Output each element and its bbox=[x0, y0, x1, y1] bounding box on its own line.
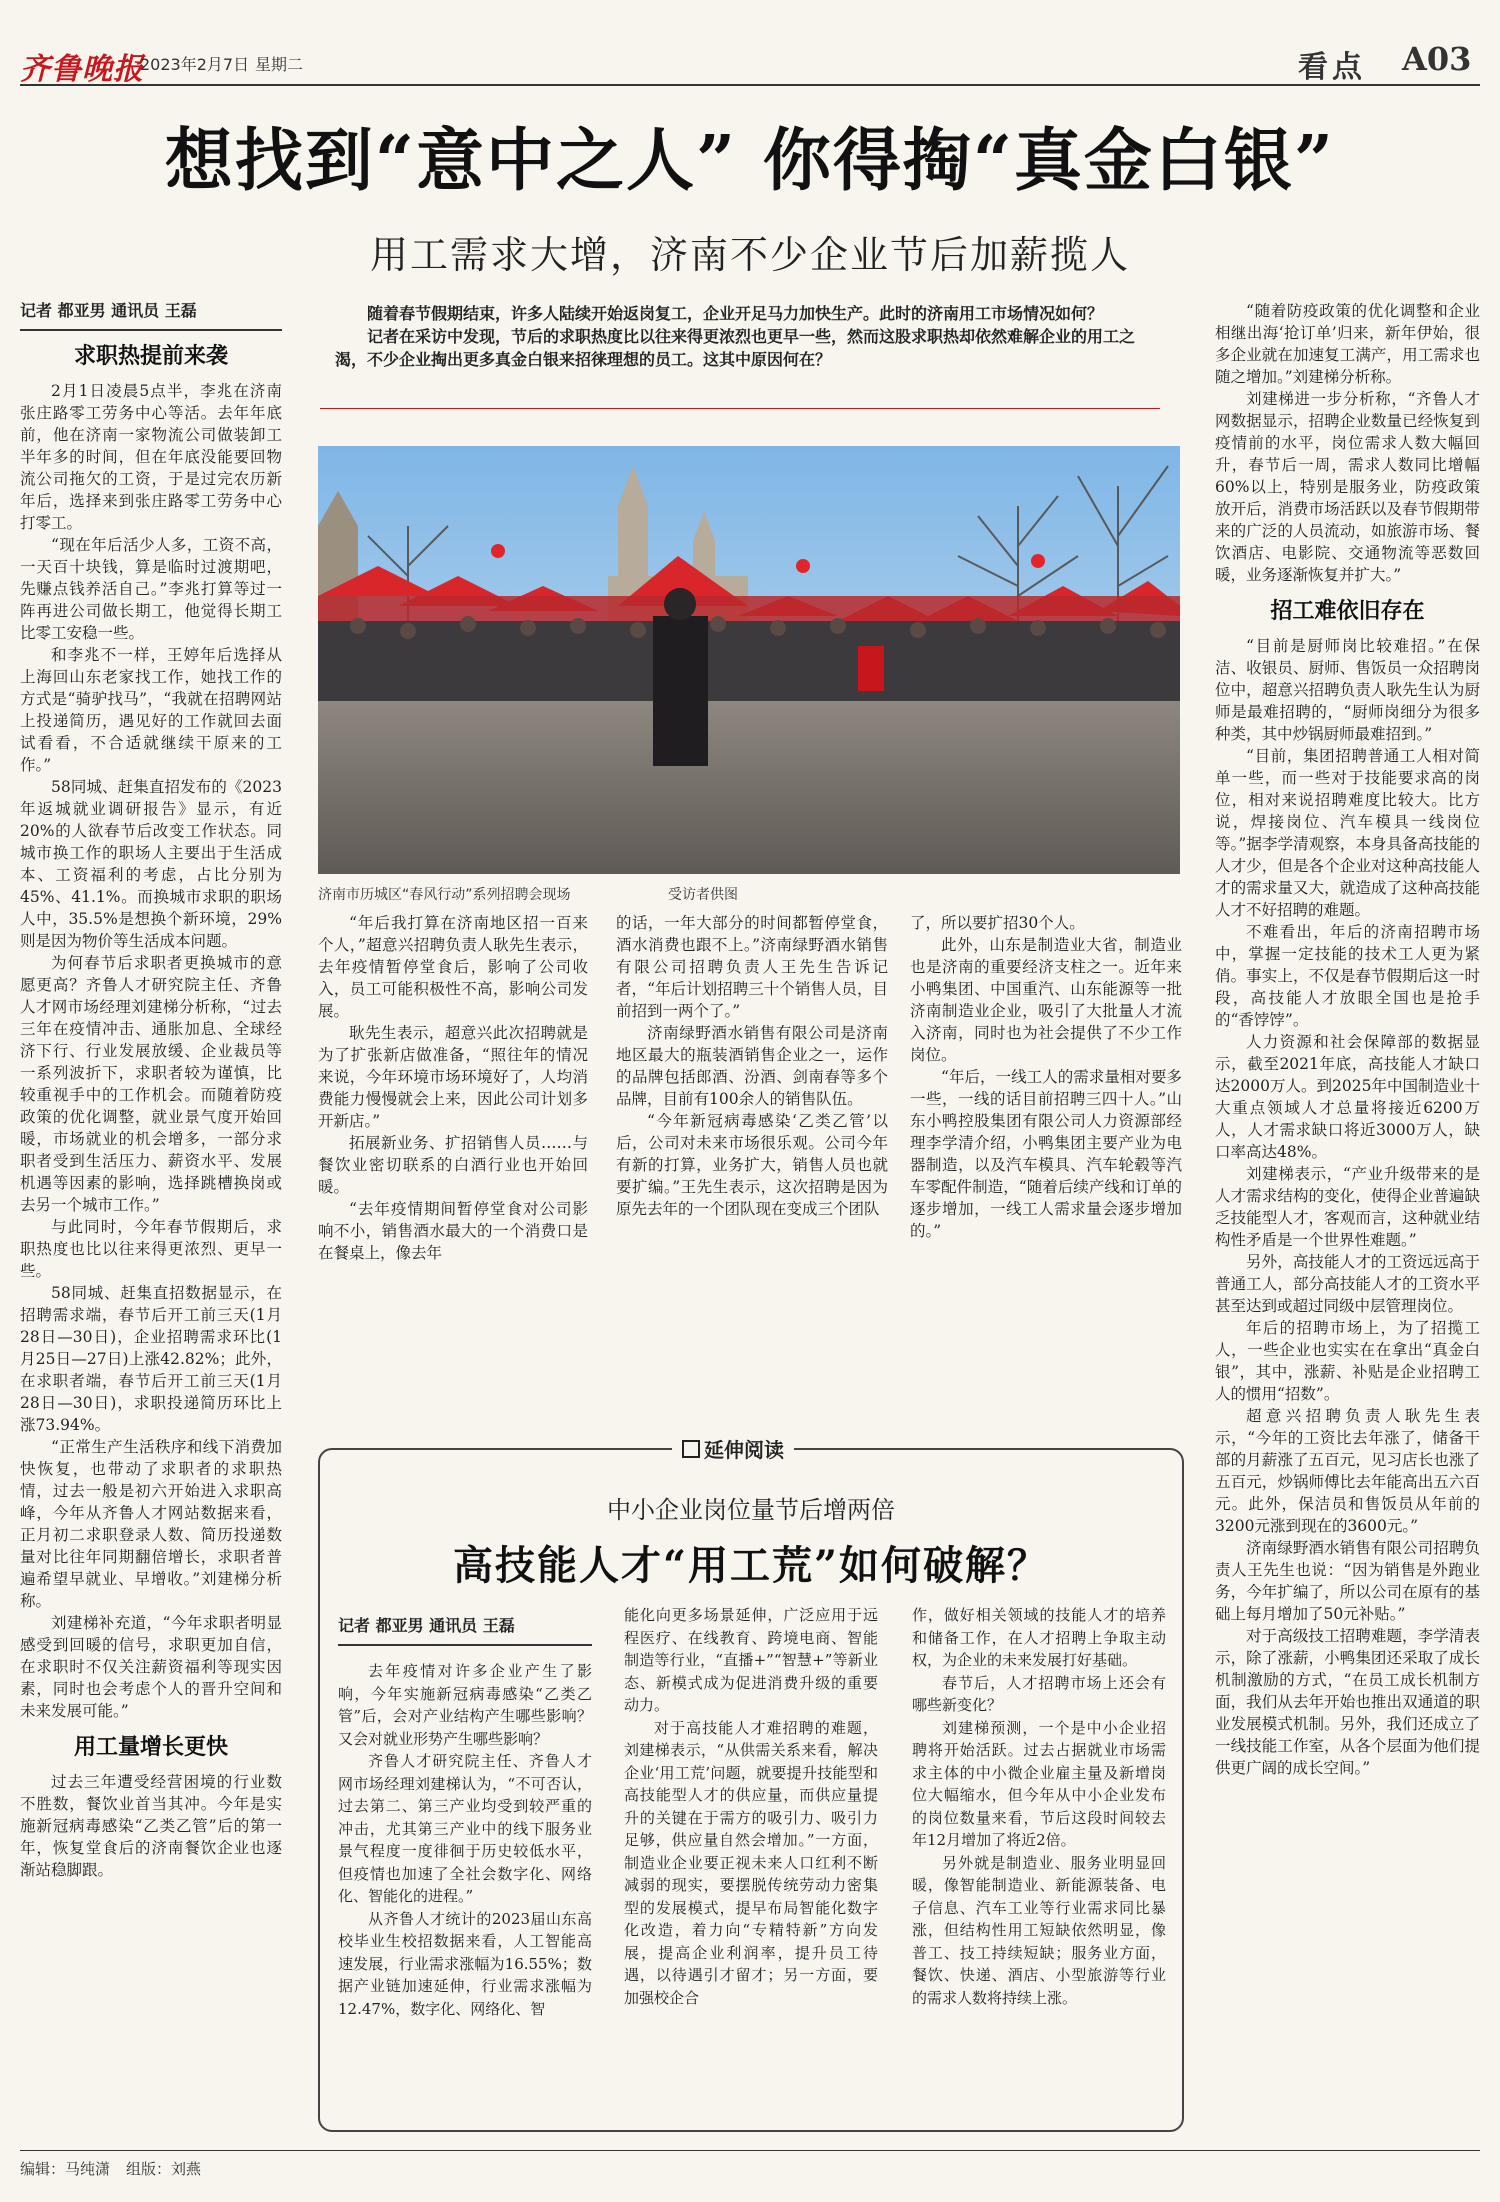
box-kicker: 中小企业岗位量节后增两倍 bbox=[607, 1496, 895, 1524]
tag-label: 延伸阅读 bbox=[704, 1438, 784, 1462]
paragraph: 耿先生表示，超意兴此次招聘就是为了扩张新店做准备，“照往年的情况来说，今年环境市场环境好了，人均消费能力慢慢就会上来，因此公司计划多开新店。” bbox=[318, 1024, 588, 1130]
paragraph: 58同城、赶集直招发布的《2023年返城就业调研报告》显示，有近20%的人欲春节后改变工作状态。同城市换工作的职场人主要出于生活成本、工资福利的考虑，占比分别为45%、41.1%。而换城市求职的职场人中，35.5%是想换个新环境，29%则是因为物价等生活成本问题。 bbox=[20, 777, 282, 950]
paragraph: 与此同时，今年春节假期后，求职热度也比以往来得更浓烈、更早一些。 bbox=[20, 1217, 282, 1280]
paragraph: 对于高级技工招聘难题，李学清表示，除了涨薪，小鸭集团还采取了成长机制激励的方式，“在员工成长机制方面，我们从去年开始也推出双通道的职业发展模式机制。另外，我们还成立了一线技能工作室，从各个层面为他们提供更广阔的成长空间。” bbox=[1215, 1627, 1480, 1778]
paragraph: 另外就是制造业、服务业明显回暖，像智能制造业、新能源装备、电子信息、汽车工业等行业需求同比暴涨，但结构性用工短缺依然明显，像普工、技工持续短缺；服务业方面，餐饮、快递、酒店、小型旅游等行业的需求人数将持续上涨。 bbox=[912, 1853, 1166, 2007]
paragraph: 能化向更多场景延伸，广泛应用于远程医疗、在线教育、跨境电商、智能制造等行业，“直播+”“智慧+”等新业态、新模式成为促进消费升级的重要动力。 bbox=[624, 1606, 878, 1714]
newspaper-logo: 齐鲁晚报 bbox=[20, 52, 144, 87]
box-byline: 记者 都亚男 通讯员 王磊 bbox=[338, 1614, 592, 1646]
lead-paragraph: 随着春节假期结束，许多人陆续开始返岗复工，企业开足马力加快生产。此时的济南用工市场情况如何？ bbox=[367, 304, 1104, 323]
column-4 bbox=[910, 912, 1182, 1242]
paragraph: 人力资源和社会保障部的数据显示，截至2021年底，高技能人才缺口达2000万人。到2025年中国制造业十大重点领域人才总量将接近6200万人，人才需求缺口将近3000万人，缺口率高达48%。 bbox=[1215, 1033, 1480, 1162]
paragraph: 刘建梯表示，“产业升级带来的是人才需求结构的变化，使得企业普遍缺乏技能型人才，客观而言，这种就业结构性矛盾是一个世界性难题。” bbox=[1215, 1165, 1480, 1250]
footer-editor: 编辑：马纯潇 bbox=[20, 2160, 111, 2178]
paragraph: 去年疫情对许多企业产生了影响，今年实施新冠病毒感染“乙类乙管”后，会对产业结构产生哪些影响？又会对就业形势产生哪些影响？ bbox=[338, 1662, 592, 1748]
paragraph: 对于高技能人才难招聘的难题，刘建梯表示，“从供需关系来看，解决企业‘用工荒’问题，就要提升技能型和高技能型人才的供应量，而供应量提升的关键在于需方的吸引力、吸引力足够，供应量自然会增加。”一方面，制造业企业要正视未来人口红利不断减弱的现实，要摆脱传统劳动力密集型的发展模式，提早布局智能化数字化改造，着力向“专精特新”方向发展，提高企业利润率，提升员工待遇，以待遇引才留才；另一方面，要加强校企合 bbox=[624, 1718, 878, 2007]
box-title: 高技能人才“用工荒”如何破解？ bbox=[452, 1542, 1049, 1589]
column-2 bbox=[318, 912, 588, 1264]
paragraph: 2月1日凌晨5点半，李兆在济南张庄路零工劳务中心等活。去年年底前，他在济南一家物流公司做装卸工半年多的时间，但在年底没能要回物流公司拖欠的工资，于是过完农历新年后，选择来到张庄路零工劳务中心打零工。 bbox=[20, 381, 282, 532]
footer-designer: 组版：刘燕 bbox=[126, 2160, 202, 2178]
paragraph: 作，做好相关领域的技能人才的培养和储备工作，在人才招聘上争取主动权，为企业的未来发展打好基础。 bbox=[912, 1606, 1166, 1669]
box-column-1 bbox=[338, 1614, 592, 2020]
photo-credit: 受访者供图 bbox=[668, 887, 738, 903]
paragraph: “正常生产生活秩序和线下消费加快恢复，也带动了求职者的求职热情，过去一般是初六开始进入求职高峰，今年从齐鲁人才网站数据来看，正月初二求职登录人数、简历投递数量对比往年同期翻倍增长，求职者普遍希望早就业、早增收。”刘建梯分析称。 bbox=[20, 1437, 282, 1610]
issue-date: 2023年2月7日 bbox=[140, 55, 250, 74]
paragraph: 刘建梯预测，一个是中小企业招聘将开始活跃。过去占据就业市场需求主体的中小微企业雇主量及新增岗位大幅缩水，但今年从中小企业发布的岗位数量来看，节后这段时间较去年12月增加了将近2倍。 bbox=[912, 1718, 1166, 1849]
paragraph: “目前，集团招聘普通工人相对简单一些，而一些对于技能要求高的岗位，相对来说招聘难度比较大。比方说，焊接岗位、汽车模具一线岗位等。”据李学清观察，本身具备高技能的人才少，但是各个企业对这种高技能人才的需求量又大，就造成了这种高技能人才不好招聘的难题。 bbox=[1215, 747, 1480, 920]
lead-paragraph: 记者在采访中发现，节后的求职热度比以往来得更浓烈也更早一些，然而这股求职热却依然难解企业的用工之渴，不少企业掏出更多真金白银来招徕理想的员工。这其中原因何在？ bbox=[335, 327, 1136, 370]
box-column-2 bbox=[624, 1604, 878, 2009]
paragraph: “目前是厨师岗比较难招。”在保洁、收银员、厨师、售饭员一众招聘岗位中，超意兴招聘负责人耿先生认为厨师是最难招聘的，“厨师岗细分为很多种类，其中炒锅厨师最难招到。” bbox=[1215, 637, 1480, 744]
paragraph: 超意兴招聘负责人耿先生表示，“今年的工资比去年涨了，储备干部的月薪涨了五百元，见习店长也涨了五百元，炒锅师傅比去年能高出五六百元。此外，保洁员和售饭员从年前的3200元涨到现在的3600元。” bbox=[1215, 1407, 1480, 1536]
column-3 bbox=[616, 912, 888, 1220]
section-heading: 求职热提前来袭 bbox=[73, 342, 228, 369]
paragraph: 刘建梯补充道，“今年求职者明显感受到回暖的信号，求职更加自信，在求职时不仅关注薪资福利等现实因素，同时也会考虑个人的晋升空间和未来发展可能。” bbox=[20, 1613, 282, 1720]
paragraph: “现在年后活少人多，工资不高，一天百十块钱，算是临时过渡期吧，先赚点钱养活自己。”李兆打算等过一阵再进公司做长期工，他觉得长期工比零工安稳一些。 bbox=[20, 535, 282, 642]
paragraph: “去年疫情期间暂停堂食对公司影响不小，销售酒水最大的一个消费口是在餐桌上，像去年 bbox=[318, 1200, 588, 1262]
paragraph: 过去三年遭受经营困境的行业数不胜数，餐饮业首当其冲。今年是实施新冠病毒感染“乙类乙管”后的第一年，恢复堂食后的济南餐饮企业也逐渐站稳脚跟。 bbox=[20, 1773, 282, 1880]
section-heading: 用工量增长更快 bbox=[73, 1733, 228, 1760]
paragraph: 济南绿野酒水销售有限公司招聘负责人王先生也说：“因为销售是外跑业务，今年扩编了，所以公司在原有的基础上每月增加了50元补贴。” bbox=[1215, 1539, 1480, 1624]
paragraph: 济南绿野酒水销售有限公司是济南地区最大的瓶装酒销售企业之一，运作的品牌包括郎酒、汾酒、剑南春等多个品牌，目前有100余人的销售队伍。 bbox=[616, 1024, 888, 1108]
paragraph: “今年新冠病毒感染‘乙类乙管’以后，公司对未来市场很乐观。公司今年有新的打算，业务扩大，销售人员也就要扩编。”王先生表示，这次招聘是因为原先去年的一个团队现在变成三个团队 bbox=[616, 1112, 888, 1218]
column-1 bbox=[20, 300, 282, 1881]
sub-headline: 用工需求大增，济南不少企业节后加薪揽人 bbox=[369, 233, 1130, 277]
paragraph: 此外，山东是制造业大省，制造业也是济南的重要经济支柱之一。近年来小鸭集团、中国重汽、山东能源等一批济南制造业企业，吸引了大批量人才流入济南，同时也为社会提供了不少工作岗位。 bbox=[910, 936, 1182, 1064]
paragraph: 了，所以要扩招30个人。 bbox=[910, 914, 1085, 932]
paragraph: “年后，一线工人的需求量相对要多一些，一线的话目前招聘三四十人。”山东小鸭控股集团有限公司人力资源部经理李学清介绍，小鸭集团主要产业为电器制造，以及汽车模具、汽车轮毂等汽车零配件制造，“随着后续产线和订单的逐步增加，一线工人需求量会逐步增加的。” bbox=[910, 1068, 1182, 1240]
book-icon bbox=[682, 1440, 700, 1458]
section-heading: 招工难依旧存在 bbox=[1270, 598, 1425, 624]
issue-weekday: 星期二 bbox=[255, 55, 304, 74]
paragraph: “随着防疫政策的优化调整和企业相继出海‘抢订单’归来，新年伊始，很多企业就在加速复工满产，用工需求也随之增加。”刘建梯分析称。 bbox=[1215, 302, 1480, 386]
paragraph: 刘建梯进一步分析称，“齐鲁人才网数据显示，招聘企业数量已经恢复到疫情前的水平，岗位需求人数大幅回升，春节后一周，需求人数同比增幅60%以上，特别是服务业，防疫政策放开后，消费市场活跃以及春节假期带来的广泛的人员流动，如旅游市场、餐饮酒店、电影院、交通物流等恶数回暖，业务逐渐恢复并扩大。” bbox=[1215, 390, 1480, 584]
article-byline: 记者 都亚男 通讯员 王磊 bbox=[20, 300, 282, 331]
paragraph: 拓展新业务、扩招销售人员……与餐饮业密切联系的白酒行业也开始回暖。 bbox=[318, 1134, 588, 1196]
job-fair-photo bbox=[318, 446, 1180, 874]
paragraph: 齐鲁人才研究院主任、齐鲁人才网市场经理刘建梯认为，“不可否认，过去第二、第三产业均受到较严重的冲击，尤其第三产业中的线下服务业景气程度一度徘徊于历史较低水平，但疫情也加速了全社会数字化、网络化、智能化的进程。” bbox=[338, 1752, 592, 1905]
article-lead bbox=[335, 302, 1155, 372]
paragraph: 的话，一年大部分的时间都暂停堂食，酒水消费也跟不上。”济南绿野酒水销售有限公司招聘负责人王先生告诉记者，“年后计划招聘三十个销售人员，目前招到一两个了。” bbox=[616, 914, 888, 1020]
paragraph: 年后的招聘市场上，为了招揽工人，一些企业也实实在在拿出“真金白银”，其中，涨薪、补贴是企业招聘工人的惯用“招数”。 bbox=[1215, 1319, 1480, 1404]
box-column-3 bbox=[912, 1604, 1166, 2009]
section-name: 看点 bbox=[1298, 50, 1366, 85]
lead-divider bbox=[320, 408, 1160, 409]
main-headline: 想找到“意中之人” 你得掏“真金白银” bbox=[164, 121, 1336, 201]
masthead-divider bbox=[20, 84, 1480, 86]
paragraph: 从齐鲁人才统计的2023届山东高校毕业生校招数据来看，人工智能高速发展，行业需求涨幅为16.55%；数据产业链加速延伸，行业需求涨幅为12.47%，数字化、网络化、智 bbox=[338, 1909, 592, 2018]
paragraph: 不难看出，年后的济南招聘市场中，掌握一定技能的技术工人更为紧俏。事实上，不仅是春节假期后这一时段，高技能人才放眼全国也是抢手的“香饽饽”。 bbox=[1215, 923, 1480, 1030]
photo-caption: 济南市历城区“春风行动”系列招聘会现场 bbox=[318, 887, 571, 903]
paragraph: 和李兆不一样，王婷年后选择从上海回山东老家找工作，她找工作的方式是“骑驴找马”，“我就在招聘网站上投递简历，遇见好的工作就回去面试看看，不合适就继续干原来的工作。” bbox=[20, 645, 282, 774]
paragraph: 另外，高技能人才的工资远远高于普通工人，部分高技能人才的工资水平甚至达到或超过同级中层管理岗位。 bbox=[1215, 1253, 1480, 1316]
paragraph: 为何春节后求职者更换城市的意愿更高？齐鲁人才研究院主任、齐鲁人才网市场经理刘建梯分析称，“过去三年在疫情冲击、通胀加息、全球经济下行、行业发展放缓、企业裁员等一系列波折下，求职者较为谨慎，比较重视手中的工作机会。而随着防疫政策的优化调整，就业景气度开始回暖，市场就业的机会增多，一部分求职者受到生活压力、薪资水平、发展机遇等因素的影响，选择跳槽换岗或去另一个城市工作。” bbox=[20, 953, 282, 1214]
paragraph: 58同城、赶集直招数据显示，在招聘需求端，春节后开工前三天(1月28日—30日)，企业招聘需求环比(1月25日—27日)上涨42.82%；此外，在求职者端，春节后开工前三天(1月28日—30日)，求职投递简历环比上涨73.94%。 bbox=[20, 1283, 282, 1434]
extended-reading-tag bbox=[672, 1434, 794, 1463]
paragraph: 春节后，人才招聘市场上还会有哪些新变化？ bbox=[912, 1673, 1166, 1714]
footer-divider bbox=[20, 2150, 1480, 2151]
column-5 bbox=[1215, 300, 1480, 1779]
page-number: A03 bbox=[1402, 40, 1472, 78]
paragraph: “年后我打算在济南地区招一百来个人，”超意兴招聘负责人耿先生表示，去年疫情暂停堂食后，影响了公司收入，员工可能积极性不高，影响公司发展。 bbox=[318, 914, 588, 1020]
